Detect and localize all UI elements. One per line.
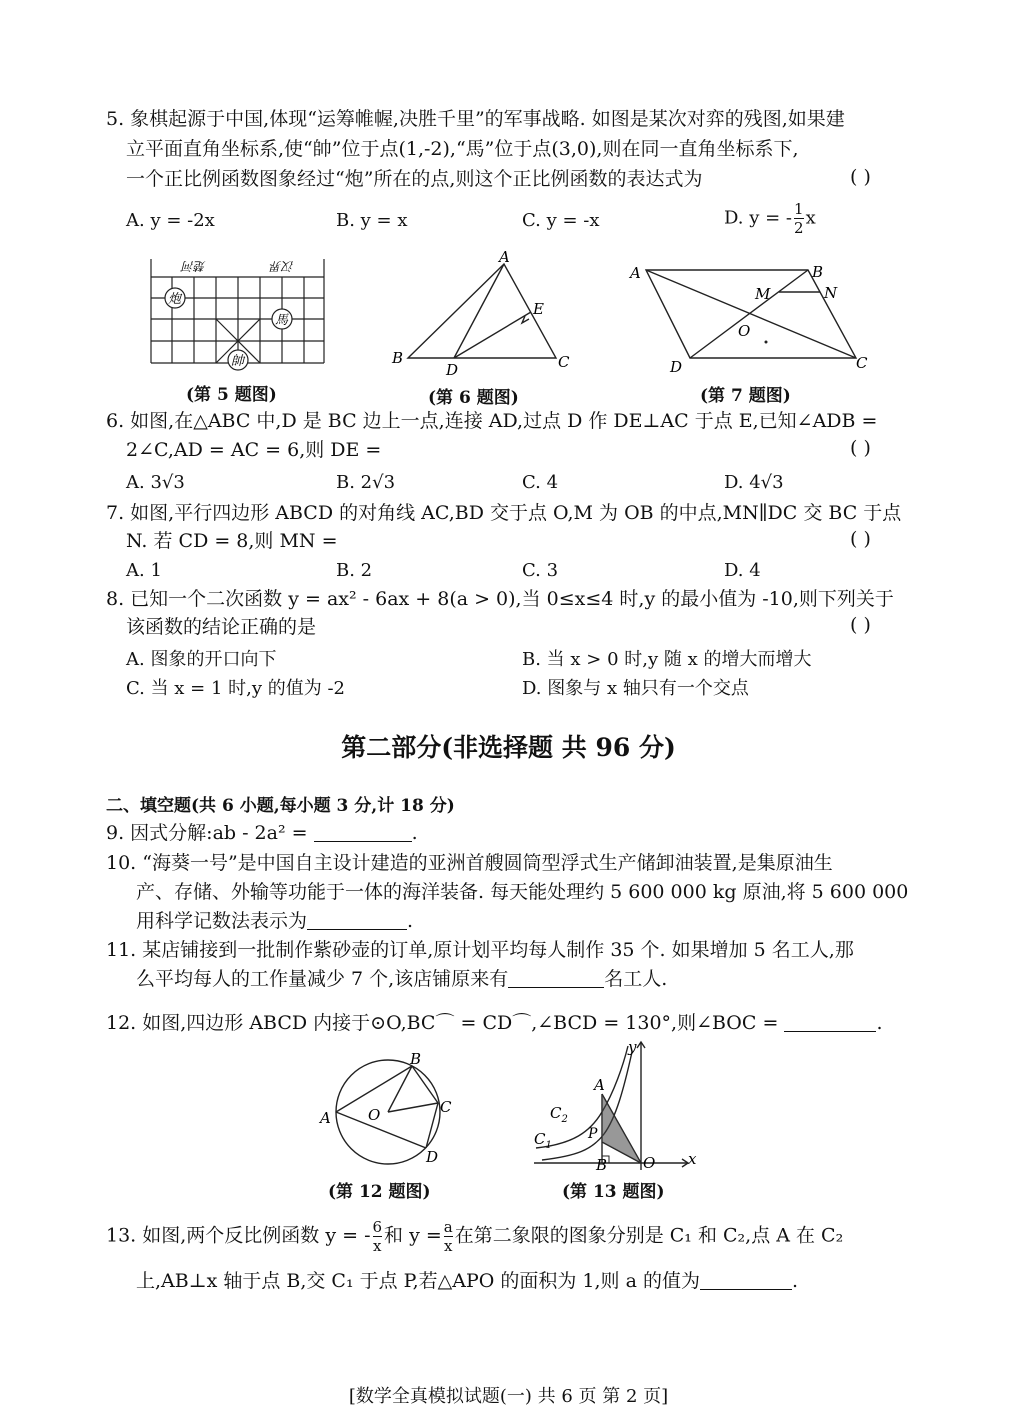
q12-answer-blank[interactable] [784,1011,876,1032]
q13-line2: 上,AB⊥x 轴于点 B,交 C₁ 于点 P,若△APO 的面积为 1,则 a 的值为 [136,1270,700,1292]
page-footer: [数学全真模拟试题(一) 共 6 页 第 2 页] [348,1386,669,1407]
river-left-text: 楚河 [181,259,206,273]
q13-post: 在第二象限的图象分别是 C₁ 和 C₂,点 A 在 C₂ [454,1224,844,1247]
q10-end: . [407,910,414,932]
f6-label-c: C [558,353,570,371]
q7-answer-paren: ( ) [850,528,871,550]
ma-label: 馬 [275,313,289,328]
q13-f2-num: a [443,1218,453,1236]
river-right-text: 汉界 [269,259,294,273]
q11-line2 [136,966,667,992]
triangle-figure-6 [390,250,580,380]
q8-option-c: C. 当 x = 1 时,y 的值为 -2 [126,678,346,699]
f12-label-d: D [426,1148,439,1166]
q9-text: 9. 因式分解:ab - 2a² = [106,822,308,844]
q8-line1: 8. 已知一个二次函数 y = ax² - 6ax + 8(a > 0),当 0≤x≤4 时,y 的最小值为 -10,则下列关于 [106,588,894,610]
q5-option-d-fraction [794,200,804,237]
q13-fraction-2 [444,1218,453,1255]
caption-fig13: (第 13 题图) [562,1182,665,1202]
q5-option-d-pre: D. y = - [724,207,793,229]
circle-figure-12 [318,1048,458,1178]
f13-label-y: y [628,1038,637,1056]
q10-line1: 10. “海葵一号”是中国自主设计建造的亚洲首艘圆筒型浮式生产储卸油装置,是集原油生 [106,852,833,874]
chess-board-figure [148,255,328,370]
q11-answer-blank[interactable] [508,967,604,988]
q7-option-d: D. 4 [724,560,761,581]
q6-option-d: D. 4√3 [724,472,784,493]
q5-option-d-den: 2 [794,219,804,237]
q5-option-b: B. y = x [336,210,408,231]
q11-line2a: 么平均每人的工作量减少 7 个,该店铺原来有 [136,968,509,990]
q5-option-d-num: 1 [794,200,804,218]
q6-option-a: A. 3√3 [126,472,185,493]
q5-line2: 立平面直角坐标系,使“帥”位于点(1,-2),“馬”位于点(3,0),则在同一直角坐标系下, [126,138,799,160]
q6-option-b: B. 2√3 [336,472,396,493]
q13-end: . [791,1270,798,1292]
q10-line3-wrap [136,908,413,934]
q12-line [106,1010,882,1036]
q13-answer-blank[interactable] [700,1269,792,1290]
q13-f1-num: 6 [372,1218,383,1236]
section2-title: 二、填空题(共 6 小题,每小题 3 分,计 18 分) [106,796,455,816]
f13-label-c2: $C_2$ [550,1104,568,1125]
q6-line1: 6. 如图,在△ABC 中,D 是 BC 边上一点,连接 AD,过点 D 作 DE⊥AC 于点 E,已知∠ADB = [106,410,878,432]
q5-option-c: C. y = -x [522,210,600,231]
q5-line1: 5. 象棋起源于中国,体现“运筹帷幄,决胜千里”的军事战略. 如图是某次对弈的残图,如果建 [106,108,845,130]
q7-option-a: A. 1 [126,560,162,581]
shuai-label: 帥 [231,354,245,369]
q13-mid: 和 y = [384,1224,442,1247]
f6-label-a: A [499,248,510,266]
q13-f1-den: x [373,1237,382,1255]
f13-label-x: x [688,1150,697,1168]
part2-title: 第二部分(非选择题 共 96 分) [341,733,676,762]
q8-line2: 该函数的结论正确的是 [126,616,317,638]
q10-answer-blank[interactable] [307,909,407,930]
q6-line2: 2∠C,AD = AC = 6,则 DE = [126,439,382,461]
f13-label-b: B [596,1156,608,1174]
f7-label-b: B [812,263,824,281]
q5-line3: 一个正比例函数图象经过“炮”所在的点,则这个正比例函数的表达式为 [126,168,703,190]
q13-f2-den: x [444,1237,453,1255]
q8-option-a: A. 图象的开口向下 [126,649,277,670]
f13-label-c1: $C_1$ [534,1130,552,1151]
f7-label-o: O [738,322,751,340]
f6-label-b: B [392,349,404,367]
q13-pre: 13. 如图,两个反比例函数 y = - [106,1224,371,1247]
q7-option-c: C. 3 [522,560,559,581]
f12-label-a: A [320,1109,331,1127]
q7-line1: 7. 如图,平行四边形 ABCD 的对角线 AC,BD 交于点 O,M 为 OB 的中点,MN∥DC 交 BC 于点 [106,502,902,524]
q13-line1 [106,1218,843,1255]
q13-fraction-1 [373,1218,383,1255]
f7-label-m: M [755,285,771,303]
q5-option-d [724,200,816,237]
f12-label-b: B [410,1050,422,1068]
f6-label-e: E [533,300,544,318]
f12-label-o: O [368,1106,381,1124]
q10-line2: 产、存储、外输等功能于一体的海洋装备. 每天能处理约 5 600 000 kg 原油,将 5 600 000 [136,881,909,903]
q5-answer-paren: ( ) [850,166,871,188]
q10-line3: 用科学记数法表示为 [136,910,308,932]
q9-line [106,820,418,846]
q8-answer-paren: ( ) [850,614,871,636]
q5-option-d-post: x [805,207,816,229]
f13-label-o: O [643,1154,656,1172]
f6-label-d: D [446,361,459,379]
q12-end: . [876,1012,883,1034]
q6-answer-paren: ( ) [850,437,871,459]
q11-line2b: 名工人. [604,968,668,990]
q12-text: 12. 如图,四边形 ABCD 内接于⊙O,BC⌒ = CD⌒,∠BCD = 130°,则∠BOC = [106,1012,779,1034]
caption-fig5: (第 5 题图) [186,385,277,405]
q9-answer-blank[interactable] [314,821,412,842]
q11-line1: 11. 某店铺接到一批制作紫砂壶的订单,原计划平均每人制作 35 个. 如果增加 5 名工人,那 [106,939,854,961]
caption-fig7: (第 7 题图) [700,386,791,406]
q7-line2: N. 若 CD = 8,则 MN = [126,530,338,552]
f7-label-d: D [670,358,683,376]
q13-line2-wrap [136,1268,798,1294]
pao-label: 炮 [168,292,182,307]
q5-option-a: A. y = -2x [126,210,215,231]
q8-option-d: D. 图象与 x 轴只有一个交点 [522,678,749,699]
f7-label-a: A [630,264,641,282]
q6-option-c: C. 4 [522,472,559,493]
q8-option-b: B. 当 x > 0 时,y 随 x 的增大而增大 [522,649,812,670]
f7-label-n: N [824,284,838,302]
f13-label-p: P [588,1126,598,1142]
caption-fig12: (第 12 题图) [328,1182,431,1202]
q9-end: . [411,822,418,844]
caption-fig6: (第 6 题图) [428,388,519,408]
inverse-function-figure-13 [528,1036,708,1176]
q7-option-b: B. 2 [336,560,373,581]
f12-label-c: C [440,1098,452,1116]
f7-label-c: C [856,354,868,372]
f13-label-a: A [594,1076,605,1094]
parallelogram-figure-7 [628,258,878,376]
